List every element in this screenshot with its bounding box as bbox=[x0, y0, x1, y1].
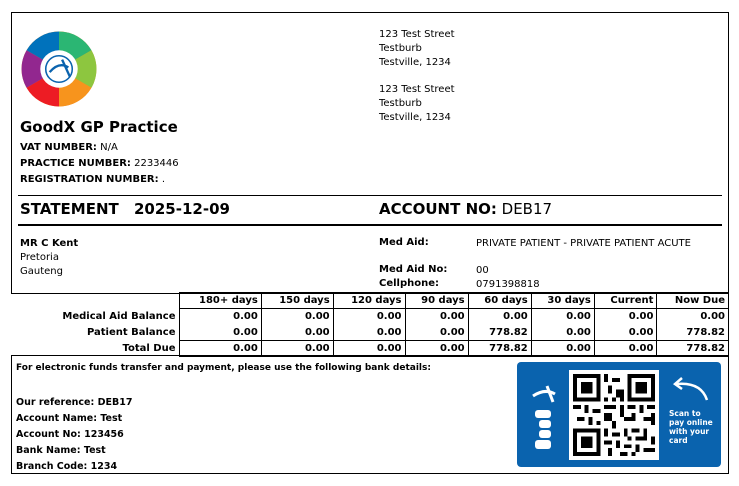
scan-line: pay online bbox=[669, 418, 713, 427]
statement-date: 2025-12-09 bbox=[134, 200, 230, 218]
bank-name-line bbox=[16, 445, 106, 456]
cell-value: 778.82 bbox=[468, 341, 531, 357]
statement-title bbox=[20, 200, 230, 218]
bank-intro: For electronic funds transfer and payment, please use the following bank details: bbox=[16, 363, 431, 373]
cell-value: 0.00 bbox=[468, 309, 531, 325]
cell-value: 778.82 bbox=[657, 341, 729, 357]
column-header: 30 days bbox=[531, 293, 594, 309]
cell-value: 0.00 bbox=[261, 325, 333, 341]
practice-number-value: 2233446 bbox=[134, 158, 179, 169]
scan-line: with your bbox=[669, 427, 710, 436]
cell-value: 0.00 bbox=[531, 341, 594, 357]
patient-province: Gauteng bbox=[20, 266, 63, 277]
cell-value: 0.00 bbox=[594, 325, 657, 341]
patient-details bbox=[20, 237, 78, 279]
cell-value: 0.00 bbox=[531, 309, 594, 325]
statement-label: STATEMENT bbox=[20, 200, 119, 218]
bank-name-label: Bank Name: bbox=[16, 445, 81, 456]
bank-details-box bbox=[11, 355, 729, 474]
vat-value: N/A bbox=[100, 142, 118, 153]
statement-header-box bbox=[11, 12, 729, 294]
account-name-line bbox=[16, 413, 122, 424]
row-label: Patient Balance bbox=[86, 327, 176, 338]
med-aid-value: PRIVATE PATIENT - PRIVATE PATIENT ACUTE bbox=[476, 238, 691, 249]
account-no-label: Account No: bbox=[16, 429, 81, 440]
cell-value: 0.00 bbox=[261, 309, 333, 325]
column-header: 150 days bbox=[261, 293, 333, 309]
column-header: 180+ days bbox=[179, 293, 261, 309]
practice-number-label: PRACTICE NUMBER: bbox=[20, 158, 131, 169]
patient-name: MR C Kent bbox=[20, 238, 79, 249]
patient-city: Pretoria bbox=[20, 252, 59, 263]
cell-value: 0.00 bbox=[594, 309, 657, 325]
address-line: Testville, 1234 bbox=[379, 112, 451, 123]
address-block-1 bbox=[379, 28, 455, 70]
account-value: DEB17 bbox=[501, 200, 553, 218]
cell-value: 0.00 bbox=[531, 325, 594, 341]
branch-code-label: Branch Code: bbox=[16, 461, 88, 472]
account-number bbox=[379, 200, 552, 218]
column-header: Now Due bbox=[657, 293, 729, 309]
goodx-brand-icon bbox=[523, 382, 563, 452]
registration-value: . bbox=[161, 174, 166, 185]
account-no-value: 123456 bbox=[84, 429, 124, 440]
cell-value: 0.00 bbox=[179, 341, 261, 357]
registration-number bbox=[20, 172, 165, 188]
registration-label: REGISTRATION NUMBER: bbox=[20, 174, 159, 185]
table-row bbox=[11, 325, 729, 341]
address-block-2 bbox=[379, 83, 455, 125]
reference-label: Our reference: bbox=[16, 397, 95, 408]
cell-value: 778.82 bbox=[468, 325, 531, 341]
column-header: 60 days bbox=[468, 293, 531, 309]
med-aid-no-value: 00 bbox=[476, 265, 489, 276]
branch-code-line bbox=[16, 461, 117, 472]
reference-value: DEB17 bbox=[97, 397, 133, 408]
column-header: 120 days bbox=[333, 293, 405, 309]
cell-value: 0.00 bbox=[333, 309, 405, 325]
address-line: 123 Test Street bbox=[379, 29, 455, 40]
cellphone-label: Cellphone: bbox=[379, 278, 440, 289]
balance-table bbox=[11, 292, 729, 357]
column-header: 90 days bbox=[405, 293, 468, 309]
goodx-logo-icon bbox=[20, 30, 98, 108]
cell-value: 0.00 bbox=[179, 325, 261, 341]
cell-value: 0.00 bbox=[405, 325, 468, 341]
scan-line: card bbox=[669, 436, 688, 445]
row-label: Total Due bbox=[122, 343, 176, 354]
vat-number bbox=[20, 140, 118, 156]
cell-value: 0.00 bbox=[333, 325, 405, 341]
curved-arrow-icon bbox=[667, 376, 711, 404]
cell-value: 0.00 bbox=[405, 309, 468, 325]
row-label: Medical Aid Balance bbox=[62, 311, 176, 322]
scan-line: Scan to bbox=[669, 409, 701, 418]
cell-value: 0.00 bbox=[657, 309, 729, 325]
divider bbox=[18, 224, 722, 226]
branch-code-value: 1234 bbox=[90, 461, 118, 472]
bank-name-value: Test bbox=[83, 445, 106, 456]
address-line: Testville, 1234 bbox=[379, 57, 451, 68]
column-header: Current bbox=[594, 293, 657, 309]
cell-value: 0.00 bbox=[261, 341, 333, 357]
cell-value: 0.00 bbox=[179, 309, 261, 325]
account-no-line bbox=[16, 429, 124, 440]
address-line: Testburb bbox=[379, 43, 422, 54]
cellphone-value: 0791398818 bbox=[476, 279, 540, 290]
practice-number bbox=[20, 156, 179, 172]
vat-label: VAT NUMBER: bbox=[20, 142, 97, 153]
account-label: ACCOUNT NO: bbox=[379, 200, 497, 218]
cell-value: 0.00 bbox=[594, 341, 657, 357]
address-line: 123 Test Street bbox=[379, 84, 455, 95]
header-blank bbox=[11, 293, 179, 309]
med-aid-label: Med Aid: bbox=[379, 237, 429, 248]
cell-value: 0.00 bbox=[333, 341, 405, 357]
cell-value: 778.82 bbox=[657, 325, 729, 341]
med-aid-no-label: Med Aid No: bbox=[379, 264, 448, 275]
cell-value: 0.00 bbox=[405, 341, 468, 357]
address-line: Testburb bbox=[379, 98, 422, 109]
account-name-label: Account Name: bbox=[16, 413, 98, 424]
scan-to-pay-text bbox=[669, 409, 719, 445]
qr-code-icon[interactable] bbox=[569, 370, 659, 460]
practice-name: GoodX GP Practice bbox=[20, 118, 178, 136]
table-row bbox=[11, 309, 729, 325]
divider bbox=[18, 195, 722, 196]
reference-line bbox=[16, 397, 132, 408]
pay-online-card[interactable] bbox=[517, 362, 721, 467]
account-name-value: Test bbox=[100, 413, 123, 424]
balance-header-row bbox=[11, 293, 729, 309]
